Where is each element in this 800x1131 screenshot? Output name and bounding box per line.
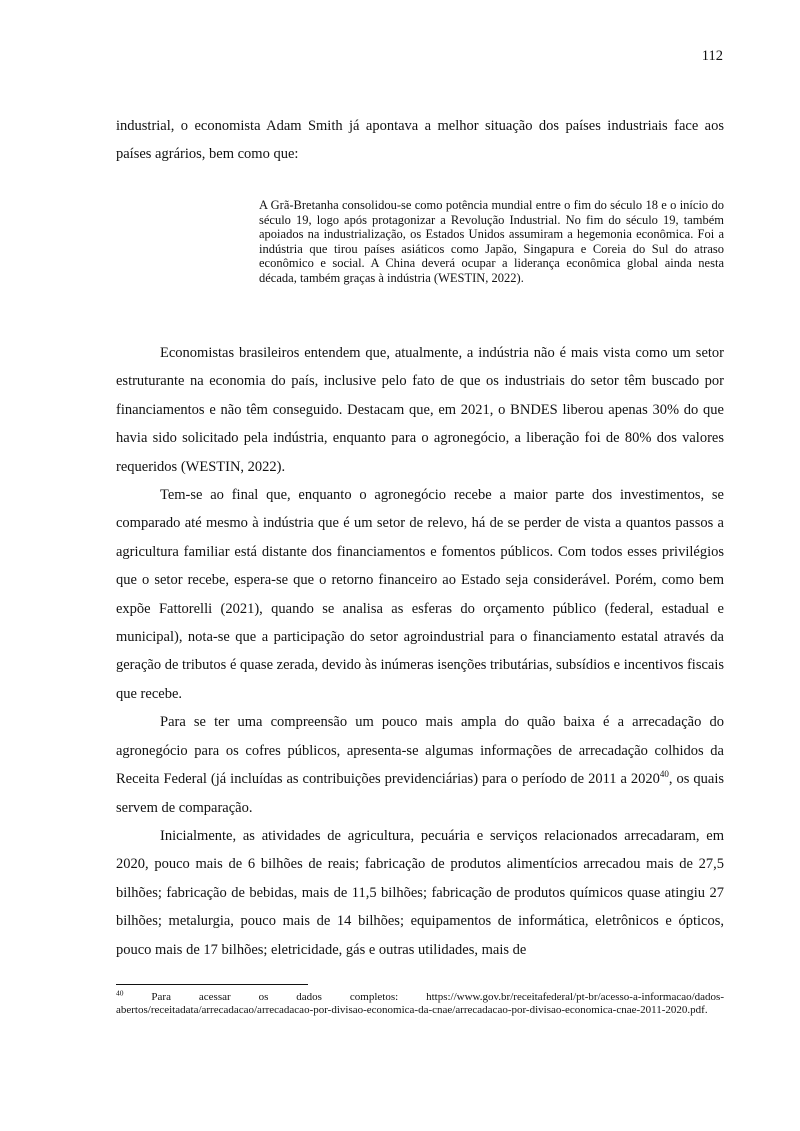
block-quote: A Grã-Bretanha consolidou-se como potência mundial entre o fim do século 18 e o início do século 19, logo após protagonizar a Revolução Industrial. No fim do século 19, também apoiados na industrialização, os Estados Unidos assumiram a hegemonia econômica. Foi a indústria que tirou países asiáticos como Japão, Singapura e Coreia do Sul do atraso econômico e social. A China deverá ocupar a liderança econômica global ainda nesta década, também graças à indústria (WESTIN, 2022). — [259, 198, 724, 285]
opening-paragraph-block — [116, 112, 724, 169]
opening-paragraph: industrial, o economista Adam Smith já apontava a melhor situação dos países industriais face aos países agrários, bem como que: — [116, 118, 724, 163]
main-text — [116, 339, 724, 964]
footnote-text[interactable]: Para acessar os dados completos: https://www.gov.br/receitafederal/pt-br/acesso-a-informacao/dados-abertos/receitadata/arrecadacao/arrecadacao-por-divisao-economica-da-cnae/arrecadacao-por-divisao-economica-cnae-2011-2020.pdf. — [116, 991, 724, 1016]
paragraph-revenue-text: Para se ter uma compreensão um pouco mais ampla do quão baixa é a arrecadação do agronegócio para os cofres públicos, apresenta-se algumas informações de arrecadação colhidos da Receita Federal (já incluídas as contribuições previdenciárias) para o período de 2011 a 2020 — [116, 714, 724, 788]
footnote-number: 40 — [116, 988, 124, 998]
paragraph-revenue-tail: , os quais servem de comparação. — [116, 771, 724, 816]
paragraph-sectors: Inicialmente, as atividades de agricultura, pecuária e serviços relacionados arrecadaram, em 2020, pouco mais de 6 bilhões de reais; fabricação de produtos alimentícios arrecadou mais de 27,5 bilhões; fabricação de bebidas, mais de 11,5 bilhões; fabricação de produtos químicos quase atingiu 27 bilhões; metalurgia, pouco mais de 14 bilhões; equipamentos de informática, eletrônicos e ópticos, pouco mais de 17 bilhões; eletricidade, gás e outras utilidades, mais de — [116, 827, 724, 958]
footnote-reference[interactable]: 40 — [659, 769, 669, 780]
page-number: 112 — [701, 48, 723, 64]
footnote-divider — [116, 984, 308, 985]
paragraph-agribusiness: Tem-se ao final que, enquanto o agronegócio recebe a maior parte dos investimentos, se comparado até mesmo à indústria que é um setor de relevo, há de se perder de vista a quantos passos a agricultura familiar está distante dos financiamentos e fomentos públicos. Com todos esses privilégios que o setor recebe, espera-se que o retorno financeiro ao Estado seja considerável. Porém, como bem expõe Fattorelli (2021), quando se analisa as esferas do orçamento público (federal, estadual e municipal), nota-se que a participação do setor agroindustrial para o financiamento estatal através da geração de tributos é quase zerada, devido às inúmeras isenções tributárias, subsídios e incentivos fiscais que recebe. — [116, 487, 725, 702]
paragraph-revenue — [116, 708, 724, 822]
footnote — [116, 988, 724, 1016]
paragraph-economists: Economistas brasileiros entendem que, atualmente, a indústria não é mais vista como um setor estruturante na economia do país, inclusive pelo fato de que os industriais do setor têm buscado por financiamentos e não têm conseguido. Destacam que, em 2021, o BNDES liberou apenas 30% do que havia sido solicitado pela indústria, enquanto para o agronegócio, a liberação foi de 80% dos valores requeridos (WESTIN, 2022). — [116, 345, 724, 475]
